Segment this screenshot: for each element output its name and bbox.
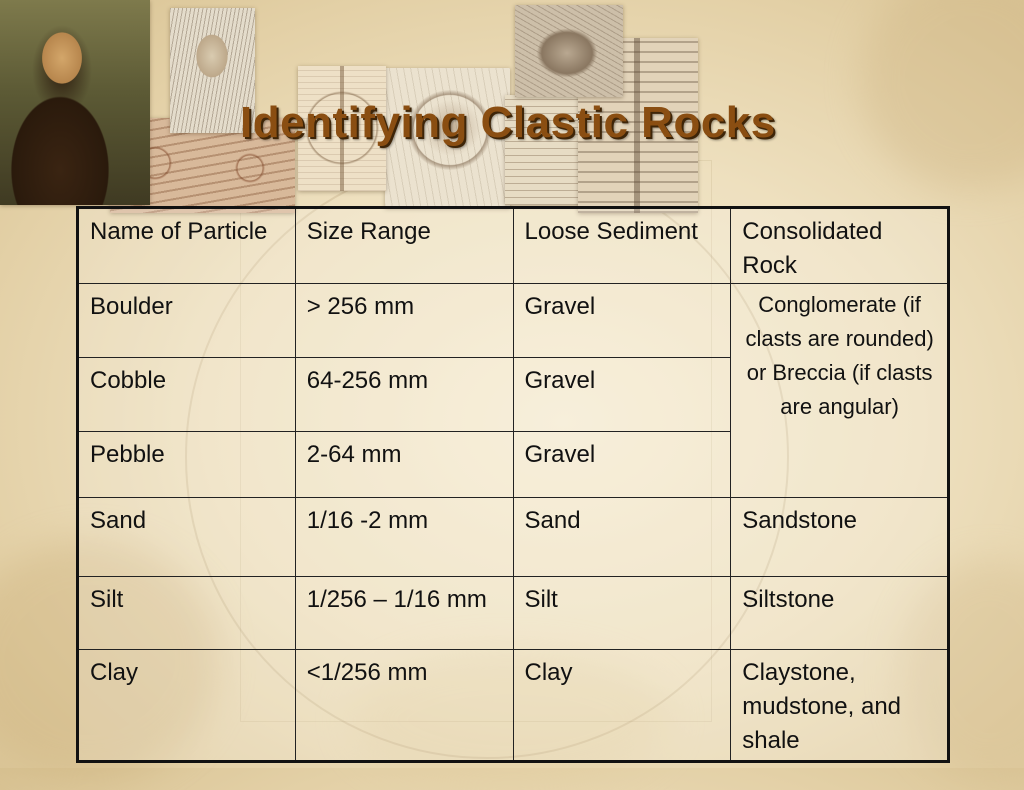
header-cell: Size Range bbox=[295, 208, 513, 284]
size-cell: 64-256 mm bbox=[295, 358, 513, 432]
table-row bbox=[78, 577, 949, 650]
size-cell: <1/256 mm bbox=[295, 650, 513, 762]
sediment-cell: Sand bbox=[513, 498, 731, 577]
table-row bbox=[78, 498, 949, 577]
rock-cell: Sandstone bbox=[731, 498, 949, 577]
size-cell: 2-64 mm bbox=[295, 432, 513, 498]
sediment-cell: Silt bbox=[513, 577, 731, 650]
particle-cell: Cobble bbox=[78, 358, 296, 432]
sediment-cell: Gravel bbox=[513, 358, 731, 432]
rock-cell: Conglomerate (if clasts are rounded) or Breccia (if clasts are angular) bbox=[731, 284, 949, 498]
size-cell: > 256 mm bbox=[295, 284, 513, 358]
table-header-row bbox=[78, 208, 949, 284]
background-texture bbox=[860, 0, 1024, 190]
mona-lisa-image bbox=[0, 0, 150, 205]
table-row bbox=[78, 284, 949, 358]
header-cell: Name of Particle bbox=[78, 208, 296, 284]
skull-sketch-image bbox=[515, 5, 623, 97]
particle-cell: Sand bbox=[78, 498, 296, 577]
particle-cell: Pebble bbox=[78, 432, 296, 498]
slide-title: Identifying Clastic Rocks bbox=[240, 98, 776, 147]
header-cell: Loose Sediment bbox=[513, 208, 731, 284]
sediment-cell: Gravel bbox=[513, 284, 731, 358]
clastic-rocks-table bbox=[76, 206, 950, 763]
particle-cell: Silt bbox=[78, 577, 296, 650]
rock-cell: Siltstone bbox=[731, 577, 949, 650]
size-cell: 1/256 – 1/16 mm bbox=[295, 577, 513, 650]
rock-cell: Claystone, mudstone, and shale bbox=[731, 650, 949, 762]
particle-cell: Boulder bbox=[78, 284, 296, 358]
header-cell: Consolidated Rock bbox=[731, 208, 949, 284]
size-cell: 1/16 -2 mm bbox=[295, 498, 513, 577]
sediment-cell: Gravel bbox=[513, 432, 731, 498]
sediment-cell: Clay bbox=[513, 650, 731, 762]
table-row bbox=[78, 650, 949, 762]
particle-cell: Clay bbox=[78, 650, 296, 762]
